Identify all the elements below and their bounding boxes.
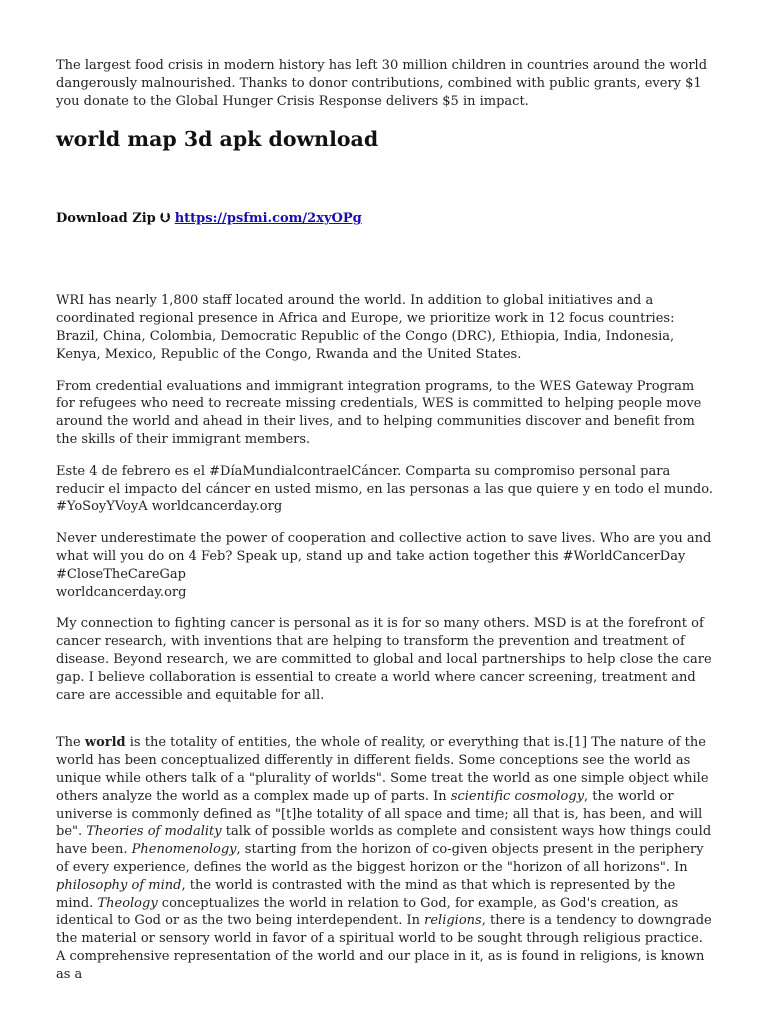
download-label: Download Zip <box>56 211 161 227</box>
world-term-italic: Theology <box>97 895 158 911</box>
world-text: , the world is contrasted with the mind as that which is represented by the mind. <box>56 877 676 911</box>
world-text: talk of possible worlds as complete and consistent ways how things could have been. <box>56 824 712 858</box>
world-term-italic: Theories of modality <box>86 824 222 840</box>
world-text: , there is a tendency to downgrade the material or sensory world in favor of a spiritual world to be sought through religious practice. A comprehensive representation of the world and our place in it, as is found in religions, is known as a <box>56 913 712 982</box>
wri-paragraph: WRI has nearly 1,800 staff located around the world. In addition to global initiatives and a coordinated regional presence in Africa and Europe, we prioritize work in 12 focus countries: Brazil, China, Colombia, Democratic Republic of the Congo (DRC), Ethiopia, India, Indonesia, Kenya, Mexico, Republic of the Congo, Rwanda and the United States. <box>56 293 675 362</box>
msd-paragraph: My connection to fighting cancer is personal as it is for so many others. MSD is at the forefront of cancer research, with inventions that are helping to transform the prevention and treatment of disease. Beyond research, we are committed to global and local partnerships to help close the care gap. I believe collaboration is essential to create a world where cancer screening, treatment and care are accessible and equitable for all. <box>56 616 712 703</box>
download-line <box>56 210 716 227</box>
download-link[interactable]: https://psfmi.com/2xyOPg <box>174 211 362 227</box>
world-text: is the totality of entities, the whole of reality, or everything that is.[1] The nature of the world has been conceptualized differently in different fields. Some conceptions see the world as unique while others talk of a "plurality of worlds". Some treat the world as one simple object while others analyze the world as a complex made up of parts. In <box>56 735 709 804</box>
cooperation-site: worldcancerday.org <box>56 584 187 600</box>
cooperation-text: Never underestimate the power of cooperation and collective action to save lives. Who are you and what will you do on 4 Feb? Speak up, stand up and take action together this #WorldCancerDay #CloseTheCareGap <box>56 531 712 582</box>
world-term-italic: religions <box>424 913 482 929</box>
cooperation-paragraph <box>56 530 716 601</box>
world-text: , the world or universe is commonly defined as "[t]he totality of all space and time; all that is, has been, and will be". <box>56 788 703 840</box>
world-term-italic: Phenomenology <box>131 842 237 858</box>
world-term-italic: scientific cosmology <box>450 788 585 804</box>
wes-paragraph: From credential evaluations and immigrant integration programs, to the WES Gateway Program for refugees who need to recreate missing credentials, WES is committed to helping people move around the world and ahead in their lives, and to helping communities discover and benefit from the skills of their immigrant members. <box>56 378 702 447</box>
world-term-italic: philosophy of mind <box>56 877 182 893</box>
spanish-paragraph: Este 4 de febrero es el #DíaMundialcontraelCáncer. Comparta su compromiso personal para reducir el impacto del cáncer en usted mismo, en las personas a las que quiere y en todo el mundo. #YoSoyYVoyA worldcancerday.org <box>56 463 713 515</box>
world-term: world <box>84 735 126 751</box>
intro-paragraph: The largest food crisis in modern history has left 30 million children in countries around the world dangerously malnourished. Thanks to donor contributions, combined with public grants, every $1 you donate to the Global Hunger Crisis Response delivers $5 in impact. <box>56 58 708 109</box>
world-paragraph <box>56 734 716 983</box>
world-text: conceptualizes the world in relation to God, for example, as God's creation, as identical to God or as the two being interdependent. In <box>56 895 679 929</box>
world-text: The <box>56 735 85 751</box>
download-icon: ⮋ <box>160 211 171 227</box>
page-title: world map 3d apk download <box>56 127 379 152</box>
world-text: , starting from the horizon of co-given objects present in the periphery of every experience, defines the world as the biggest horizon or the "horizon of all horizons". In <box>56 842 704 875</box>
